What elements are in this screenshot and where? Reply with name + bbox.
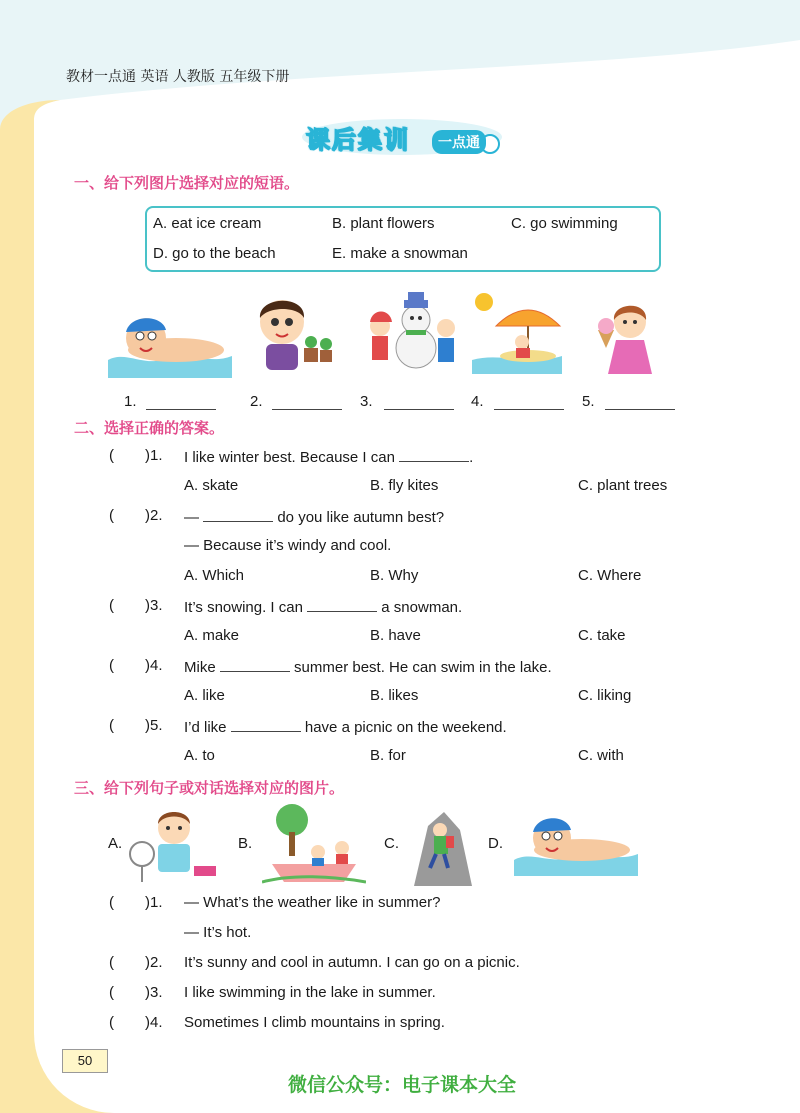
question-number: )4. [145,657,163,674]
answer-paren[interactable]: ( [109,894,114,911]
sentence-number: )2. [145,954,163,971]
question-blank[interactable] [307,597,377,612]
option-b: B. plant flowers [332,215,435,232]
question-number: )2. [145,507,163,524]
question-number: )3. [145,597,163,614]
sentence-number: )4. [145,1014,163,1031]
sentence-number: )3. [145,984,163,1001]
answer-blank-5[interactable] [605,409,675,410]
girl-ice-cream-image [590,300,662,378]
choice-a: A. to [184,747,215,764]
question-blank[interactable] [399,447,469,462]
choice-b: B. for [370,747,406,764]
picnic-image [262,802,366,884]
option-c: C. go swimming [511,215,618,232]
section-title: 课后集训 [306,126,410,154]
picture-number-5: 5. [582,393,595,410]
hot-summer-boy-image [128,806,220,884]
sentence-1-reply: — It’s hot. [184,924,252,941]
answer-blank-4[interactable] [494,409,564,410]
section-2-heading: 二、选择正确的答案。 [74,419,225,437]
paper-area [34,0,800,1113]
answer-paren[interactable]: ( [109,984,114,1001]
question-1: I like winter best. Because I can . [184,449,474,466]
choice-c: C. with [578,747,624,764]
picture-number-3: 3. [360,393,373,410]
question-blank[interactable] [203,507,273,522]
picture-number-1: 1. [124,393,137,410]
picture-number-2: 2. [250,393,263,410]
book-header: 教材一点通 英语 人教版 五年级下册 [66,69,290,85]
answer-paren[interactable]: ( [109,507,114,524]
sentence-1: — What’s the weather like in summer? [184,894,441,911]
question-2: — do you like autumn best? [184,509,445,526]
section-subtitle: 一点通 [432,130,486,154]
choice-c: C. plant trees [578,477,668,494]
picture-label-d: D. [488,835,503,852]
question-2-reply: — Because it’s windy and cool. [184,537,392,554]
option-a: A. eat ice cream [153,215,262,232]
swimming-boy-image [106,300,234,378]
choice-c: C. Where [578,567,642,584]
answer-paren[interactable]: ( [109,954,114,971]
answer-paren[interactable]: ( [109,717,114,734]
picture-label-b: B. [238,835,253,852]
choice-a: A. make [184,627,240,644]
question-4: Mike summer best. He can swim in the lake. [184,659,552,676]
mountain-climbing-image [410,806,474,886]
girl-planting-image [248,292,338,372]
answer-paren[interactable]: ( [109,657,114,674]
option-d: D. go to the beach [153,245,276,262]
answer-paren[interactable]: ( [109,447,114,464]
section-1-heading: 一、给下列图片选择对应的短语。 [74,174,300,192]
sentence-4: Sometimes I climb mountains in spring. [184,1014,445,1031]
choice-b: B. have [370,627,421,644]
choice-b: B. likes [370,687,419,704]
choice-a: A. like [184,687,225,704]
answer-blank-3[interactable] [384,409,454,410]
option-e: E. make a snowman [332,245,468,262]
question-3: It’s snowing. I can a snowman. [184,599,463,616]
question-blank[interactable] [220,657,290,672]
choice-a: A. skate [184,477,239,494]
choice-b: B. Why [370,567,419,584]
picture-label-a: A. [108,835,123,852]
children-snowman-image [362,290,458,374]
sentence-3: I like swimming in the lake in summer. [184,984,436,1001]
picture-number-4: 4. [471,393,484,410]
section-3-heading: 三、给下列句子或对话选择对应的图片。 [74,779,345,797]
question-5: I’d like have a picnic on the weekend. [184,719,507,736]
answer-blank-2[interactable] [272,409,342,410]
page-number: 50 [62,1049,108,1073]
picture-label-c: C. [384,835,399,852]
answer-blank-1[interactable] [146,409,216,410]
sentence-number: )1. [145,894,163,911]
beach-umbrella-image [470,290,564,374]
answer-paren[interactable]: ( [109,1014,114,1031]
choice-a: A. Which [184,567,245,584]
question-number: )1. [145,447,163,464]
sentence-2: It’s sunny and cool in autumn. I can go on a picnic. [184,954,520,971]
question-number: )5. [145,717,163,734]
lake-swimming-image [512,804,640,876]
question-blank[interactable] [231,717,301,732]
footer-watermark: 微信公众号：电子课本大全 [288,1074,517,1096]
choice-c: C. liking [578,687,632,704]
choice-b: B. fly kites [370,477,439,494]
answer-paren[interactable]: ( [109,597,114,614]
choice-c: C. take [578,627,626,644]
